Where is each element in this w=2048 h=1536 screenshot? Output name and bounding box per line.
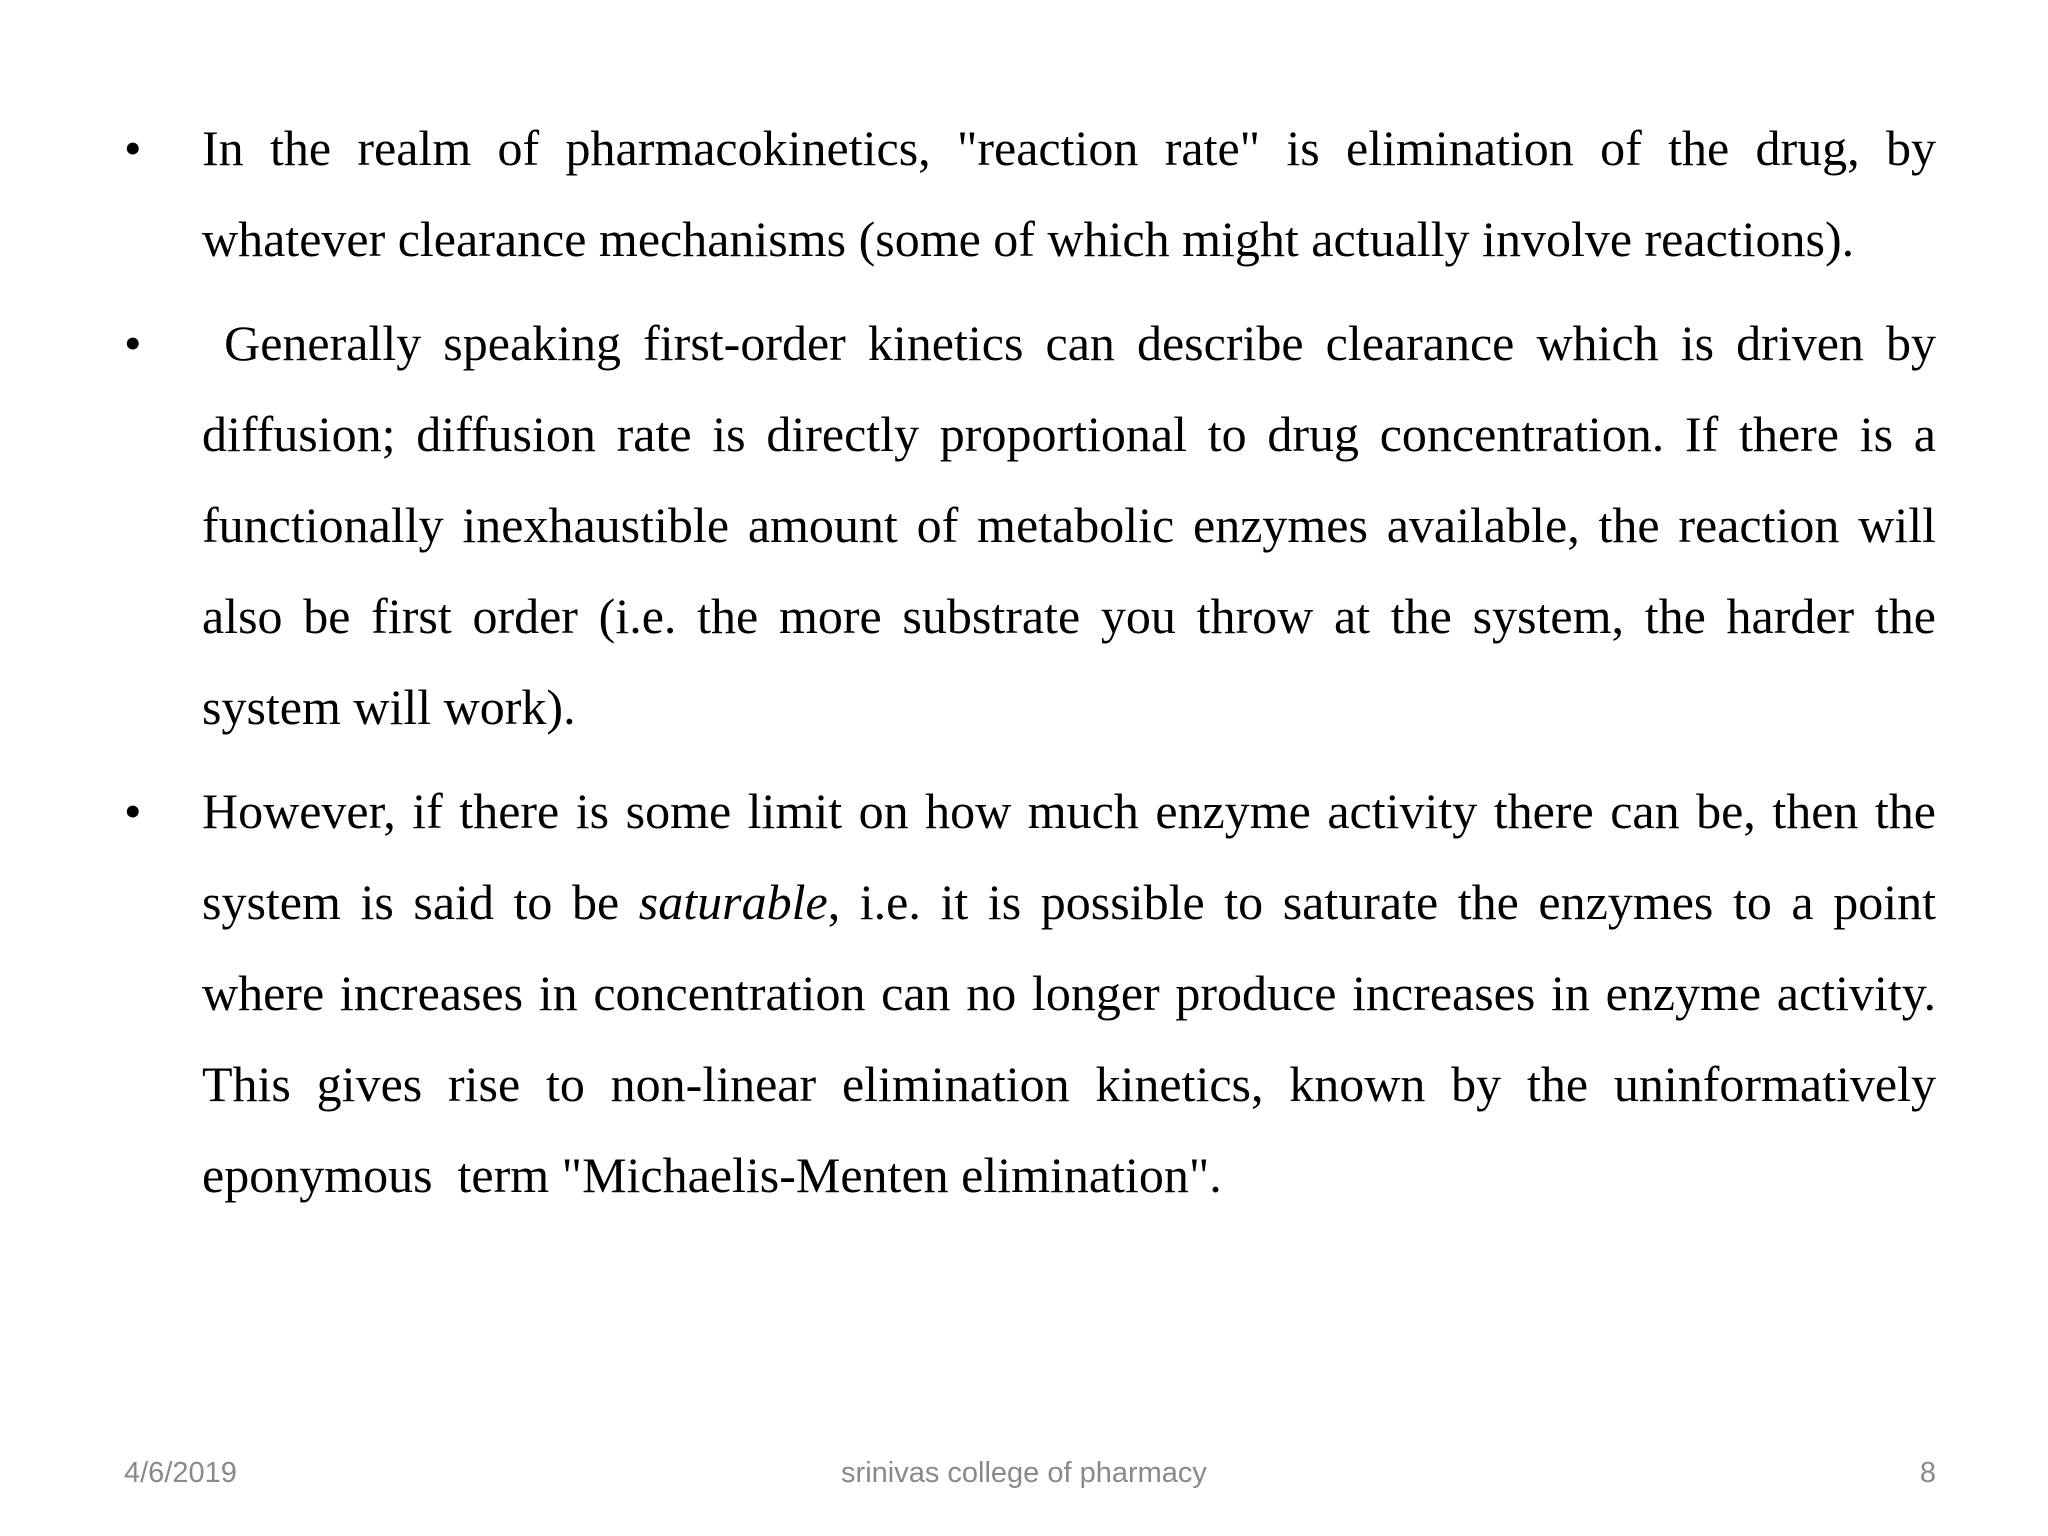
bullet-text-2: Generally speaking first-order kinetics can describe clearance which is driven by diffusion; diffusion rate is directly proportional to drug concentration. If there is a functionally inexhaustible amount of metabolic enzymes available, the reaction will also be first order (i.e. the more substrate you throw at the system, the harder the system will work). (202, 315, 1949, 735)
footer-institution: srinivas college of pharmacy (841, 1457, 1207, 1489)
bullet-text-1: In the realm of pharmacokinetics, "reaction rate" is elimination of the drug, by whatever clearance mechanisms (some of which might actually involve reactions). (202, 120, 1936, 267)
emphasis-saturable: saturable (638, 874, 828, 930)
bullet-list (124, 103, 1949, 1234)
bullet-item-3 (124, 766, 1949, 1221)
bullet-text-3-before: However, if there is some limit on how much enzyme activity there can be, then the system is said to be (202, 783, 1936, 930)
bullet-text-3 (202, 766, 1949, 1221)
bullet-marker: • (124, 783, 142, 839)
page-number: 8 (1919, 1457, 1936, 1489)
bullet-marker: • (124, 120, 142, 176)
footer-date: 4/6/2019 (124, 1457, 237, 1489)
bullet-marker: • (124, 315, 142, 371)
bullet-item-2 (124, 298, 1949, 753)
bullet-text-3-after: , i.e. it is possible to saturate the enzymes to a point where increases in concentration can no longer produce increases in enzyme activity. This gives rise to non-linear elimination kinetics, known by the uninformatively eponymous term "Michaelis-Menten elimination". (202, 874, 1949, 1203)
bullet-item-1 (124, 103, 1936, 285)
